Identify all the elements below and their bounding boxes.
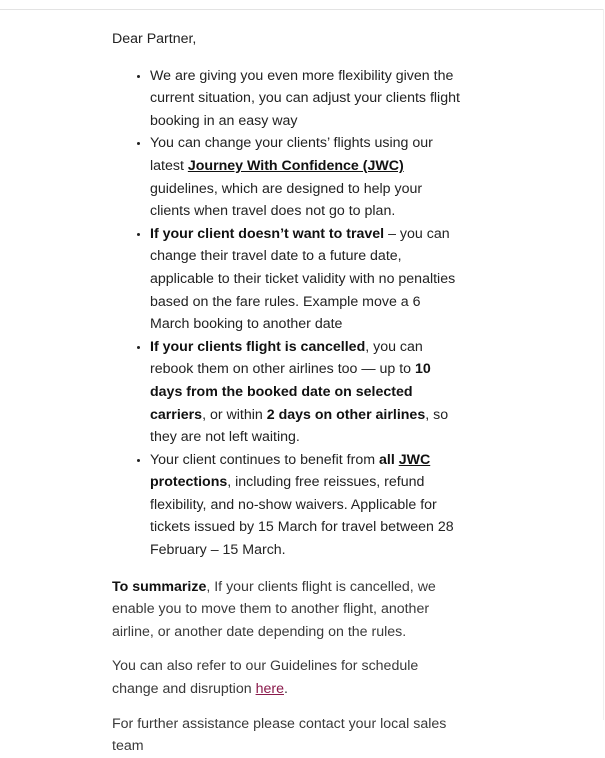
greeting: Dear Partner, — [112, 31, 197, 47]
reference-paragraph: You can also refer to our Guidelines for schedule change and disruption here. — [112, 658, 419, 698]
summary-paragraph: To summarize, If your clients flight is cancelled, we enable you to move them to another flight, another airline, or another date depending on the rules. — [112, 578, 436, 640]
list-item: • We are giving you even more flexibility given the current situation, you can adjust your clients flight booking in an easy way — [150, 65, 462, 133]
benefits-list — [112, 65, 462, 562]
email-body — [112, 28, 462, 758]
list-item: • If your client doesn’t want to travel – you can change their travel date to a future date, applicable to their ticket validity with no penalties based on the fare rules. Example move a 6 March booking to another date — [150, 223, 462, 336]
assistance-paragraph: For further assistance please contact your local sales team — [112, 715, 447, 755]
list-item: • If your clients flight is cancelled, you can rebook them on other airlines too — up to 10 days from the booked date on selected carriers, or within 2 days on other airlines, so they are not left waiting. — [150, 336, 462, 449]
here-link[interactable]: here — [255, 681, 284, 698]
jwc-link[interactable]: JWC — [398, 451, 431, 468]
list-item: • Your client continues to benefit from all JWC protections, including free reissues, refund flexibility, and no-show waivers. Applicable for tickets issued by 15 March for travel between 28 February – 15 March. — [150, 449, 462, 562]
jwc-guidelines-link[interactable]: Journey With Confidence (JWC) — [187, 157, 404, 174]
header-divider — [0, 9, 603, 10]
list-item: • You can change your clients’ flights using our latest Journey With Confidence (JWC) guidelines, which are designed to help your clients when travel does not go to plan. — [150, 132, 462, 222]
scrollbar-track[interactable] — [603, 9, 604, 720]
